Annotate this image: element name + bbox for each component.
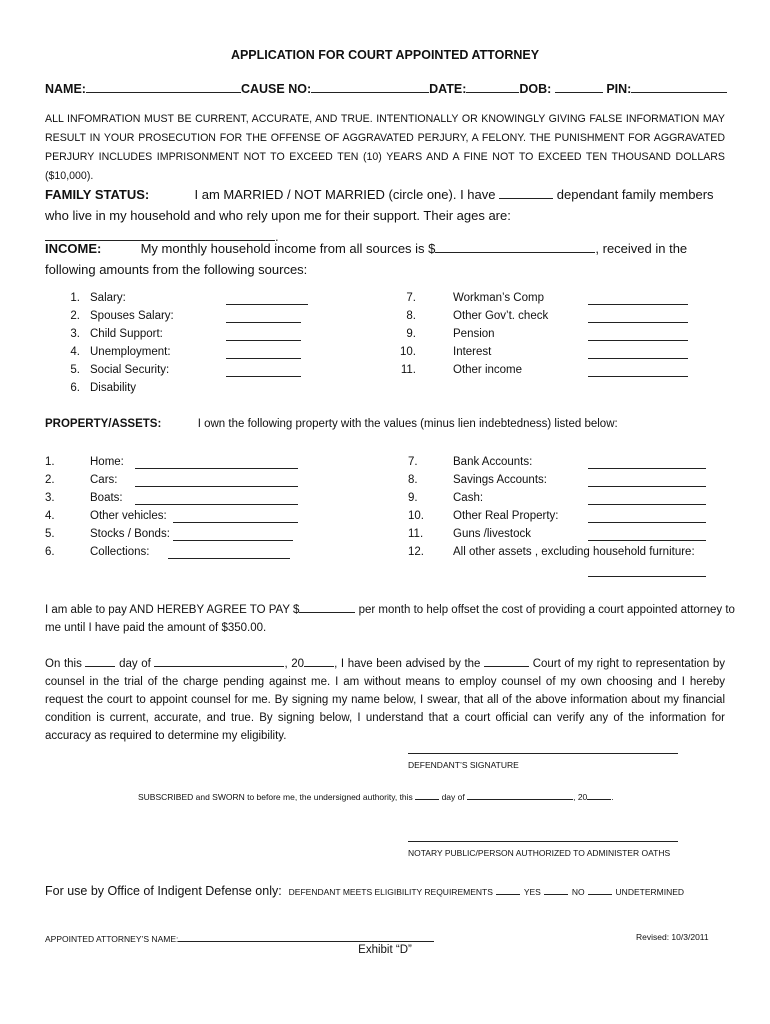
bank-accounts-input-line[interactable] bbox=[588, 456, 706, 469]
pin-label: PIN: bbox=[606, 82, 632, 96]
notary-label: NOTARY PUBLIC/PERSON AUTHORIZED TO ADMINISTER OATHS bbox=[408, 848, 671, 858]
sworn-year-line[interactable] bbox=[587, 790, 611, 800]
cash-input-line[interactable] bbox=[588, 492, 706, 505]
income-section bbox=[45, 238, 735, 280]
guns-livestock-input-line[interactable] bbox=[588, 528, 706, 541]
advisement-paragraph: On this day of , 20 , I have been advised by the Court of my right to representation by counsel in the trial of the charge pending against me. I am without means to employ counsel of my own choosing and I hereby request the court to appoint counsel for me. By signing my name below, I swear, that all of the above information about my financial condition is current, accurate, and true. By signing below, I understand that a court official can verify any of the information for accuracy as required to determine my eligibility. bbox=[45, 654, 725, 745]
family-status-label: FAMILY STATUS: bbox=[45, 187, 150, 202]
cause-no-input-line[interactable] bbox=[311, 80, 429, 93]
eligibility-yes-line[interactable] bbox=[496, 885, 520, 895]
perjury-warning: ALL INFOMRATION MUST BE CURRENT, ACCURATE, AND TRUE. INTENTIONALLY OR KNOWINGLY GIVING FALSE INFORMATION MAY RESULT IN YOUR PROSECUTION FOR THE OFFENSE OF AGGRAVATED PERJURY, A FELONY. THE PUNISHMENT FOR AGGRAVATED PERJURY INCLUDES IMPRISONMENT NOT TO EXCEED TEN (10) YEARS AND A FINE NOT TO EXCEED TEN THOUSAND DOLLARS ($10,000). bbox=[45, 113, 725, 182]
indigent-label: For use by Office of Indigent Defense only: bbox=[45, 884, 282, 898]
appointed-attorney-line[interactable] bbox=[178, 932, 434, 942]
workmans-comp-input-line[interactable] bbox=[588, 292, 688, 305]
home-input-line[interactable] bbox=[135, 456, 298, 469]
defendant-signature-label: DEFENDANT’S SIGNATURE bbox=[408, 760, 519, 770]
eligibility-undetermined-line[interactable] bbox=[588, 885, 612, 895]
monthly-income-line[interactable] bbox=[435, 240, 595, 253]
income-text-a: My monthly household income from all sources is $ bbox=[140, 241, 436, 256]
exhibit-label: Exhibit “D” bbox=[358, 944, 412, 956]
defendant-signature-line[interactable] bbox=[408, 753, 678, 754]
payment-agreement: I am able to pay AND HEREBY AGREE TO PAY $ per month to help offset the cost of providing a court appointed attorney to me until I have paid the amount of $350.00. bbox=[45, 600, 735, 637]
collections-input-line[interactable] bbox=[168, 546, 290, 559]
family-status-text-a: I am MARRIED / NOT MARRIED (circle one). I have bbox=[194, 187, 496, 202]
revised-date: Revised: 10/3/2011 bbox=[636, 932, 709, 942]
header-fields bbox=[45, 80, 727, 96]
property-assets-text: I own the following property with the values (minus lien indebtedness) listed below: bbox=[197, 418, 618, 430]
court-name-input-line[interactable] bbox=[484, 654, 529, 667]
salary-input-line[interactable] bbox=[226, 292, 308, 305]
cause-no-label: CAUSE NO: bbox=[240, 82, 312, 96]
name-label: NAME: bbox=[45, 82, 86, 96]
interest-input-line[interactable] bbox=[588, 346, 688, 359]
income-text-b: , received in the following amounts from the following sources: bbox=[45, 241, 688, 277]
notary-signature-line[interactable] bbox=[408, 841, 678, 842]
family-status-text-b: dependant family members who live in my household and who rely upon me for their support. Their ages are: bbox=[45, 187, 714, 223]
other-vehicles-input-line[interactable] bbox=[173, 510, 298, 523]
stocks-bonds-input-line[interactable] bbox=[173, 528, 293, 541]
boats-input-line[interactable] bbox=[135, 492, 298, 505]
dob-label: DOB: bbox=[519, 82, 552, 96]
other-income-input-line[interactable] bbox=[588, 364, 688, 377]
year-input-line[interactable] bbox=[304, 654, 334, 667]
pension-input-line[interactable] bbox=[588, 328, 688, 341]
property-assets-label: PROPERTY/ASSETS: bbox=[45, 418, 162, 430]
property-assets-header bbox=[45, 418, 618, 430]
dependants-count-line[interactable] bbox=[499, 186, 553, 199]
cars-input-line[interactable] bbox=[135, 474, 298, 487]
name-input-line[interactable] bbox=[86, 80, 241, 93]
form-page: APPLICATION FOR COURT APPOINTED ATTORNEY NAME: CAUSE NO: DATE: DOB: PIN: ALL INFOMRATION MUST BE CURRENT, ACCURATE, AND TRUE. INTENTIONALLY OR KNOWINGLY GIVING FALSE INFORMATION MAY RESULT IN YOUR PROSECUTION FOR THE OFFENSE OF AGGRAVATED PERJURY, A FELONY. THE PUNISHMENT FOR AGGRAVATED PERJURY INCLUDES IMPRISONMENT NOT TO EXCEED TEN (10) YEARS AND A FINE NOT TO EXCEED TEN THOUSAND DOLLARS ($10,000). FAMILY STATUS: I am MARRIED / NOT MARRIED (circle one). I have dependant family members who live in my household and who rely upon me for their support. Their ages are:. INCOME: My monthly household income from all sources is $ , received in the following amounts from the following sources: 1. Salary: 2. Spouses Salary: 3. Child Support: 4. Unemployment: 5. Social Security: 6. Disability 7. Workman’s Comp 8. Other Gov’t. check 9. Pension 10. Interest 11. Other income PROPERTY/ASSETS: I own the following property with the values (minus lien indebtedness) listed below: 1. Home: 2. Cars: 3. Boats: 4. Other vehicles: 5. Stocks / Bonds: 6. Collections: 7. Bank Accounts: 8. Savings Accounts: 9. Cash: 10. Other Real Property: 11. Guns /livestock 12. All other assets , excluding household furniture: I am able to pay AND HEREBY AGREE TO PAY $ per month to help offset the cost of providing a court appointed attorney to me until I have paid the amount of $350.00. On this day of , 20 , I have been advised by the Court of my right to representation by counsel in the trial of the charge pending against me. I am without means to employ counsel of my own choosing and I hereby request the court to appoint counsel for me. By signing my name below, I swear, that all of the above information about my financial condition is current, accurate, and true. By signing below, I understand that a court official can verify any of the information for accuracy as required to determine my eligibility. DEFENDANT’S SIGNATURE SUBSCRIBED and SWORN to before me, the undersigned authority, this day of , 20 . NOTARY PUBLIC/PERSON AUTHORIZED TO ADMINISTER OATHS For use by Office of Indigent Defense only: DEFENDANT MEETS ELIGIBILITY REQUIREMENTS YES NO UNDETERMINED APPOINTED ATTORNEY’S NAME: Revised: 10/3/2011 Exhibit “D” bbox=[0, 0, 770, 1024]
date-label: DATE: bbox=[429, 82, 467, 96]
sworn-month-line[interactable] bbox=[467, 790, 573, 800]
child-support-input-line[interactable] bbox=[226, 328, 301, 341]
eligibility-no-line[interactable] bbox=[544, 885, 568, 895]
month-input-line[interactable] bbox=[154, 654, 284, 667]
other-real-property-input-line[interactable] bbox=[588, 510, 706, 523]
date-input-line[interactable] bbox=[466, 80, 519, 93]
unemployment-input-line[interactable] bbox=[226, 346, 301, 359]
spouses-salary-input-line[interactable] bbox=[226, 310, 301, 323]
savings-accounts-input-line[interactable] bbox=[588, 474, 706, 487]
pin-input-line[interactable] bbox=[631, 80, 727, 93]
social-security-input-line[interactable] bbox=[226, 364, 301, 377]
indigent-defense-row: For use by Office of Indigent Defense only: DEFENDANT MEETS ELIGIBILITY REQUIREMENTS YES NO UNDETERMINED bbox=[45, 884, 685, 898]
other-assets-input-line[interactable] bbox=[588, 564, 706, 577]
appointed-attorney-row bbox=[45, 932, 434, 944]
family-status-text-c: . bbox=[275, 229, 279, 244]
sworn-day-line[interactable] bbox=[415, 790, 439, 800]
sworn-statement: SUBSCRIBED and SWORN to before me, the undersigned authority, this day of , 20 . bbox=[138, 792, 614, 802]
form-title: APPLICATION FOR COURT APPOINTED ATTORNEY bbox=[230, 48, 540, 62]
income-label: INCOME: bbox=[45, 241, 102, 256]
appointed-attorney-label: APPOINTED ATTORNEY’S NAME: bbox=[45, 934, 179, 944]
monthly-payment-line[interactable] bbox=[299, 600, 355, 613]
day-input-line[interactable] bbox=[85, 654, 115, 667]
other-govt-check-input-line[interactable] bbox=[588, 310, 688, 323]
dob-input-line[interactable] bbox=[555, 80, 603, 93]
